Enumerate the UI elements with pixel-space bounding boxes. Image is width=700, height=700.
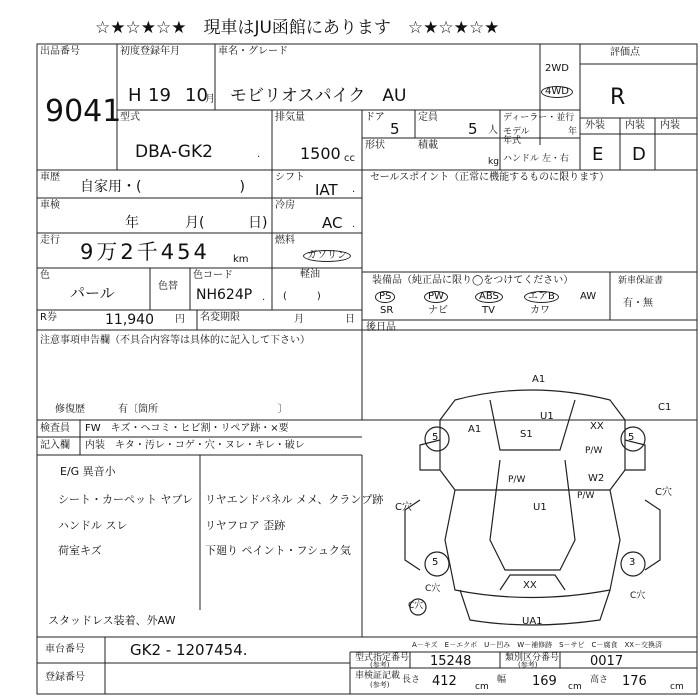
mark-s1: S1 xyxy=(520,429,533,440)
height-value: 176 xyxy=(622,674,647,689)
rating-value: R xyxy=(610,85,626,110)
type-dot: . xyxy=(257,149,261,160)
page-title: ☆★☆★☆★ 現車はJU函館にあります ☆★☆★☆★ xyxy=(95,18,500,38)
length-value: 412 xyxy=(432,674,457,689)
note-5: リヤフロア 歪跡 xyxy=(205,519,286,532)
model-year-unit: 年 xyxy=(568,127,578,137)
dealer-label: ディーラー・並行 xyxy=(503,113,575,123)
reg-label: 初度登録年月 xyxy=(120,46,180,57)
note-7: スタッドレス装着、外AW xyxy=(48,614,176,627)
model-value: モビリオスパイク AU xyxy=(230,86,407,106)
mark-pw-1: P/W xyxy=(585,446,603,456)
shift-value: IAT xyxy=(315,181,338,199)
equip-ps: PS xyxy=(375,291,395,303)
height-unit: cm xyxy=(670,682,684,692)
color-label: 色 xyxy=(40,270,50,281)
color-value: パール xyxy=(70,284,115,302)
ac-label: 冷房 xyxy=(275,200,295,211)
seats-unit: 人 xyxy=(488,125,498,136)
int-label-2: 内装 xyxy=(660,120,680,131)
ext-value: E xyxy=(592,144,604,165)
history-value: 自家用・( ) xyxy=(80,179,245,195)
equip-leather: カワ xyxy=(530,305,550,316)
equip-airbag: エアB xyxy=(524,291,559,303)
history-label: 車歴 xyxy=(40,172,60,183)
dims-sub: (参考) xyxy=(370,681,390,689)
mark-c-hole-left: C穴 xyxy=(395,502,412,513)
seats-label: 定員 xyxy=(418,112,438,123)
displacement-label: 排気量 xyxy=(275,112,305,123)
repair-value: 有〔箇所 〕 xyxy=(118,404,288,415)
fuel-diesel: 軽油 xyxy=(300,269,320,280)
type-value: DBA-GK2 xyxy=(135,142,213,162)
recycle-value: 11,940 xyxy=(105,312,154,328)
color-change-label: 色替 xyxy=(158,281,178,292)
length-label: 長さ xyxy=(402,675,421,685)
reg-month: 10 xyxy=(185,85,208,106)
mark-5-rl: 5 xyxy=(432,557,439,568)
ac-value: AC xyxy=(322,214,343,232)
color-dot: . xyxy=(262,292,266,303)
designation-label: 型式指定番号 xyxy=(355,653,410,663)
height-label: 高さ xyxy=(590,675,609,685)
model-year-label: モデル年式 xyxy=(503,127,530,146)
mark-5-fl: 5 xyxy=(432,432,439,443)
equip-sr: SR xyxy=(380,305,394,316)
equip-navi: ナビ xyxy=(428,305,448,316)
drive-2wd: 2WD xyxy=(545,63,569,74)
warranty-label: 新車保証書 xyxy=(618,276,664,286)
note-1: シート・カーペット ヤブレ xyxy=(58,493,194,506)
designation-value: 15248 xyxy=(430,654,472,669)
designation-sub: (参考) xyxy=(370,661,390,669)
mark-pw-3: P/W xyxy=(577,491,595,501)
rating-label: 評価点 xyxy=(610,47,640,58)
inspection-label: 車検 xyxy=(40,200,60,211)
length-unit: cm xyxy=(475,682,489,692)
mark-c1: C1 xyxy=(658,402,672,413)
note-0: E/G 異音小 xyxy=(60,465,116,478)
doors-value: 5 xyxy=(390,120,400,138)
fuel-label: 燃料 xyxy=(275,235,295,246)
width-unit: cm xyxy=(568,682,582,692)
mark-u1-mid: U1 xyxy=(533,502,547,513)
mark-pw-2: P/W xyxy=(508,475,526,485)
recycle-unit: 円 xyxy=(175,314,185,325)
mileage-value: 9万2千454 xyxy=(80,240,210,264)
seats-value: 5 xyxy=(468,120,478,138)
mark-5-fr: 5 xyxy=(628,432,635,443)
exemption-label: 名変期限 xyxy=(200,312,240,323)
inspection-year: 年 xyxy=(125,215,139,231)
chassis-label: 車台番号 xyxy=(45,644,85,655)
displacement-value: 1500 xyxy=(300,144,341,163)
repair-label: 修復歴 xyxy=(55,404,85,415)
mark-c-hole-right: C穴 xyxy=(655,487,672,498)
note-3: 荷室キズ xyxy=(58,544,102,557)
category-sub: (参考) xyxy=(518,661,538,669)
check-row-2: 内装 キタ・汚レ・コゲ・穴・ヌレ・キレ・破レ xyxy=(85,440,305,451)
load-unit: kg xyxy=(488,157,499,167)
mileage-unit: km xyxy=(233,254,249,265)
exemption-day: 日 xyxy=(345,314,355,325)
ac-dot: . xyxy=(352,219,356,230)
inspection-day: 日) xyxy=(248,215,268,231)
category-value: 0017 xyxy=(590,654,624,669)
warranty-value: 有・無 xyxy=(623,298,653,309)
note-4: リヤエンドパネル メメ、クランプ跡 xyxy=(205,493,384,506)
equipment-label: 装備品（純正品に限り◯をつけてください） xyxy=(372,275,574,286)
check-label-2: 記入欄 xyxy=(40,440,70,451)
inspection-month: 月( xyxy=(185,215,205,231)
mark-a1-left: A1 xyxy=(468,424,482,435)
reg-era: H xyxy=(128,85,142,106)
exemption-month: 月 xyxy=(294,314,304,325)
sales-point-label: セールスポイント（正常に機能するものに限ります） xyxy=(370,172,610,183)
shift-label: シフト xyxy=(275,172,305,183)
equip-pw: PW xyxy=(424,291,448,303)
displacement-unit: cc xyxy=(344,153,355,164)
check-row-1: FW キズ・ヘコミ・ヒビ割・リペア跡・×要 xyxy=(85,423,289,434)
note-2: ハンドル スレ xyxy=(58,519,128,532)
check-label-1: 検査員 xyxy=(40,423,70,434)
width-value: 169 xyxy=(532,674,557,689)
category-label: 類別区分番号 xyxy=(505,653,560,663)
mark-c-hole-tire: C穴 xyxy=(408,601,424,611)
dims-label: 車検証記載 xyxy=(355,671,401,681)
width-label: 幅 xyxy=(497,675,507,685)
mark-w2: W2 xyxy=(588,473,605,484)
legend: A－キズ E－エクボ U－凹み W－補修跡 S－サビ C－腐食 XX－交換済 xyxy=(412,641,663,649)
drive-4wd: 4WD xyxy=(541,86,573,98)
notes-label: 注意事項申告欄（不具合内容等は具体的に記入して下さい） xyxy=(40,335,310,346)
equip-tv: TV xyxy=(482,305,495,316)
int-label: 内装 xyxy=(625,120,645,131)
equip-aw: AW xyxy=(580,291,597,302)
lot-number: 9041 xyxy=(45,94,122,129)
mileage-label: 走行 xyxy=(40,235,60,246)
shape-label: 形状 xyxy=(365,140,385,151)
note-6: 下廻り ペイント・フシュク気 xyxy=(205,544,351,557)
fuel-other: ( ) xyxy=(283,291,321,302)
type-label: 型式 xyxy=(120,112,140,123)
mark-xx-front: XX xyxy=(590,421,604,432)
chassis-value: GK2 - 1207454. xyxy=(130,641,248,659)
reg-month-unit: 月 xyxy=(205,94,215,105)
color-code-label: 色コード xyxy=(193,270,233,281)
mark-ua1: UA1 xyxy=(522,616,543,627)
model-label: 車名・グレード xyxy=(218,46,288,57)
load-label: 積載 xyxy=(418,140,438,151)
reg-year: 19 xyxy=(148,85,171,106)
reg-number-label: 登録番号 xyxy=(45,672,85,683)
fuel-gasoline: ガソリン xyxy=(303,250,351,262)
mark-c-hole-rl: C穴 xyxy=(425,584,441,594)
mark-c-hole-rr: C穴 xyxy=(630,591,646,601)
doors-label: ドア xyxy=(365,112,385,123)
ext-label: 外装 xyxy=(585,120,605,131)
handle-label: ハンドル 左・右 xyxy=(503,154,569,164)
recycle-label: R券 xyxy=(40,312,57,323)
mark-xx-rear: XX xyxy=(523,580,537,591)
mark-u1-top: U1 xyxy=(540,411,554,422)
shift-dot: . xyxy=(352,184,356,195)
color-code-value: NH624P xyxy=(196,287,253,303)
mark-a1-top: A1 xyxy=(532,374,546,385)
lot-label: 出品番号 xyxy=(40,46,80,57)
equip-abs: ABS xyxy=(475,291,503,303)
int-value: D xyxy=(632,144,646,165)
rear-seat-label: 後日品 xyxy=(366,322,396,333)
mark-3-rr: 3 xyxy=(629,557,636,568)
